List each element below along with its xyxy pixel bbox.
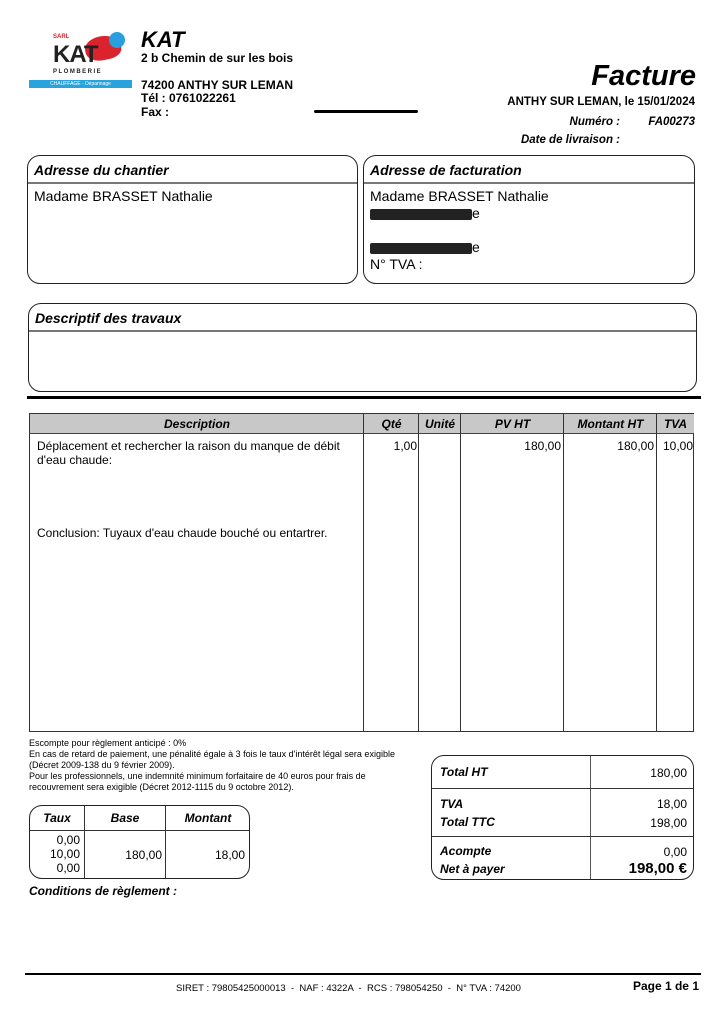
company-address-line1: 2 b Chemin de sur les bois	[141, 51, 294, 65]
line-unit-price: 180,00	[524, 439, 561, 453]
works-description-title: Descriptif des travaux	[29, 304, 696, 332]
column-header-description: Description	[30, 414, 364, 434]
site-address-name: Madame BRASSET Nathalie	[34, 188, 213, 204]
vat-header-rate: Taux	[43, 811, 71, 825]
line-conclusion: Conclusion: Tuyaux d'eau chaude bouché ou entartrer.	[37, 526, 328, 540]
logo-band: CHAUFFAGE - Dépannage	[29, 80, 132, 88]
deposit-label: Acompte	[440, 844, 492, 858]
place-date: ANTHY SUR LEMAN, le 15/01/2024	[507, 96, 695, 108]
total-ht-value: 180,00	[650, 766, 687, 780]
line-description: Déplacement et rechercher la raison du manque de débit d'eau chaude:	[37, 439, 340, 467]
footer-legal-info: SIRET : 79805425000013 - NAF : 4322A - RCS : 798054250 - N° TVA : 74200	[176, 983, 521, 994]
column-divider	[460, 414, 461, 731]
footer-divider	[25, 973, 701, 975]
vat-base: 180,00	[125, 848, 162, 862]
total-ttc-label: Total TTC	[440, 815, 495, 829]
logo-prefix: SARL	[53, 34, 70, 40]
company-address-line2: 74200 ANTHY SUR LEMAN	[141, 78, 294, 92]
column-divider	[363, 414, 364, 731]
redaction-mark	[370, 243, 472, 254]
vat-rate: 0,00	[56, 861, 80, 875]
payment-conditions-label: Conditions de règlement :	[29, 884, 178, 898]
company-logo	[29, 28, 132, 94]
section-divider	[27, 396, 701, 399]
company-phone: Tél : 0761022261	[141, 91, 236, 105]
vat-amount: 18,00	[214, 848, 245, 862]
company-fax: Fax :	[141, 105, 170, 119]
deposit-value: 0,00	[663, 845, 687, 859]
row-divider	[432, 836, 693, 837]
vat-rate: 0,00	[56, 833, 80, 847]
billing-vat-label: N° TVA :	[370, 256, 423, 272]
separator-bar	[314, 110, 418, 113]
billing-address-city: e	[370, 239, 688, 256]
redaction-mark	[370, 209, 472, 220]
note-recovery-fee: Pour les professionnels, une indemnité minimum forfaitaire de 40 euros pour frais de recouvrement sera exigible (Décret 2012-1115 du 9 octobre 2012).	[29, 771, 366, 792]
works-description-box	[28, 303, 697, 392]
site-address-box	[27, 155, 358, 284]
billing-address-box	[363, 155, 695, 284]
company-name: KAT	[141, 27, 185, 52]
site-address-title: Adresse du chantier	[28, 156, 357, 184]
column-divider	[563, 414, 564, 731]
column-divider	[418, 414, 419, 731]
billing-address-name: Madame BRASSET Nathalie	[370, 188, 549, 204]
tva-value: 18,00	[656, 797, 687, 811]
total-ht-label: Total HT	[440, 765, 488, 779]
column-header-qty: Qté	[364, 414, 419, 434]
vat-header-divider	[30, 830, 249, 831]
invoice-lines-table	[29, 413, 694, 732]
column-header-amount: Montant HT	[564, 414, 657, 434]
note-late-penalty: En cas de retard de paiement, une pénalité égale à 3 fois le taux d'intérêt légal sera exigible (Décret 2009-138 du 9 février 2009).	[29, 749, 395, 770]
invoice-number: FA00273	[648, 116, 695, 128]
logo-blue-drop	[109, 32, 125, 48]
note-discount: Escompte pour règlement anticipé : 0%	[29, 738, 187, 748]
logo-name: KAT	[53, 41, 98, 68]
column-divider	[165, 806, 166, 878]
column-header-unit-price: PV HT	[461, 414, 564, 434]
invoice-number-label: Numéro :	[569, 116, 620, 128]
vat-summary-table	[29, 805, 250, 879]
line-vat: 10,00	[662, 439, 693, 453]
vat-rate: 10,00	[49, 847, 80, 861]
column-divider	[590, 756, 591, 879]
column-divider	[656, 414, 657, 731]
document-title: Facture	[591, 60, 696, 92]
row-divider	[432, 788, 693, 789]
vat-header-amount: Montant	[184, 811, 232, 825]
column-header-vat: TVA	[657, 414, 694, 434]
vat-header-base: Base	[110, 811, 140, 825]
tva-label: TVA	[440, 797, 464, 811]
billing-address-street: e	[370, 205, 688, 222]
net-to-pay-value: 198,00 €	[628, 860, 687, 877]
total-ttc-value: 198,00	[650, 816, 687, 830]
delivery-date-label: Date de livraison :	[520, 134, 620, 146]
payment-notes	[29, 738, 409, 793]
net-to-pay-label: Net à payer	[440, 862, 505, 876]
line-amount: 180,00	[617, 439, 654, 453]
column-divider	[84, 806, 85, 878]
page-number: Page 1 de 1	[632, 979, 699, 993]
column-header-unit: Unité	[419, 414, 461, 434]
logo-subtitle: PLOMBERIE	[53, 69, 103, 75]
billing-address-title: Adresse de facturation	[364, 156, 694, 184]
line-qty: 1,00	[393, 439, 417, 453]
totals-box	[431, 755, 694, 880]
